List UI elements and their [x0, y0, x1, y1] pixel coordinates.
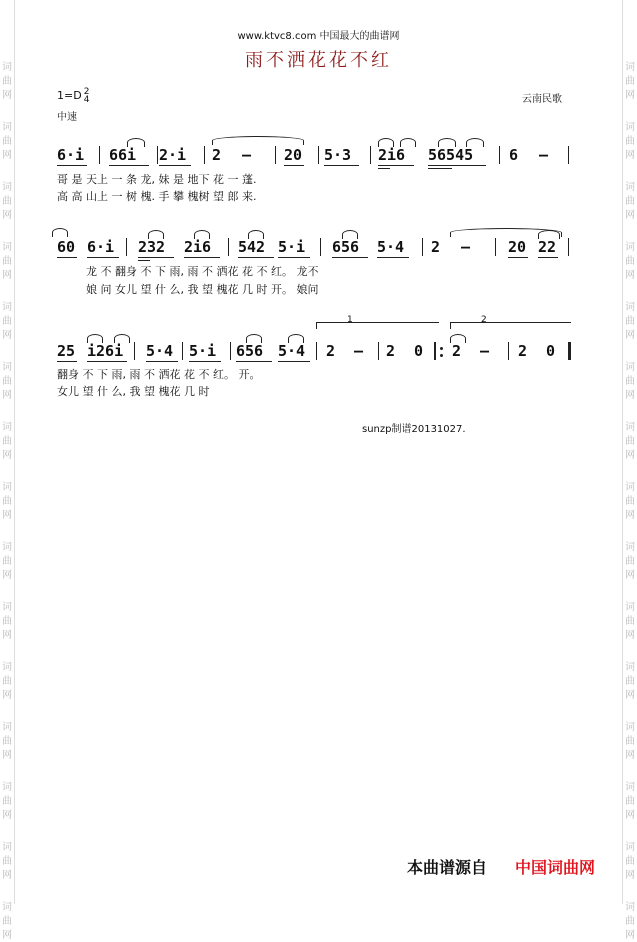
- watermark-char: 词: [625, 182, 635, 193]
- watermark-char: 网: [2, 90, 12, 101]
- lyrics-line-3-verse-2: 女儿 望 什 么, 我 望 槐花 几 时: [57, 385, 210, 398]
- underline: [508, 257, 528, 258]
- slur: [127, 138, 145, 147]
- watermark-char: 网: [625, 390, 635, 401]
- note: 56545: [428, 146, 474, 164]
- watermark-char: 曲: [2, 136, 12, 147]
- barline: [508, 342, 509, 360]
- watermark-char: 曲: [625, 436, 635, 447]
- key-label: 1=D: [57, 89, 82, 102]
- lyrics-line-1-verse-1: 哥 是 天上 一 条 龙, 妹 是 地下 花 一 蓬.: [57, 173, 257, 186]
- lyrics-line-2-verse-2: 娘 问 女儿 望 什 么, 我 望 槐花 几 时 开。 娘问: [86, 283, 319, 296]
- slur: [248, 230, 264, 239]
- watermark-char: 网: [625, 150, 635, 161]
- barline: [230, 342, 231, 360]
- underline: [538, 257, 558, 258]
- underline: [378, 165, 414, 166]
- watermark-char: 网: [625, 870, 635, 881]
- score-line-2: [52, 238, 572, 258]
- watermark-char: 曲: [625, 796, 635, 807]
- watermark-char: 网: [625, 90, 635, 101]
- slur: [288, 334, 304, 343]
- note: 656: [332, 238, 360, 256]
- watermark-char: 网: [2, 210, 12, 221]
- slur: [342, 230, 358, 239]
- note: 2: [518, 342, 528, 360]
- underline: [278, 257, 310, 258]
- watermark-char: 词: [625, 662, 635, 673]
- watermark-char: 网: [625, 810, 635, 821]
- underline: [278, 361, 310, 362]
- note: 2: [326, 342, 336, 360]
- volta-2: [450, 315, 571, 329]
- watermark-char: 曲: [2, 256, 12, 267]
- watermark-char: 网: [2, 390, 12, 401]
- barline: [275, 146, 276, 164]
- barline: [378, 342, 379, 360]
- watermark-char: 曲: [625, 76, 635, 87]
- note: 60: [57, 238, 76, 256]
- underline: [87, 361, 127, 362]
- note: 6·i: [57, 146, 85, 164]
- watermark-char: 曲: [2, 376, 12, 387]
- watermark-char: 曲: [625, 676, 635, 687]
- tie: [212, 136, 304, 145]
- underline: [428, 165, 486, 166]
- watermark-char: 词: [625, 902, 635, 913]
- watermark-char: 词: [625, 722, 635, 733]
- watermark-char: 曲: [625, 736, 635, 747]
- watermark-char: 词: [2, 182, 12, 193]
- note: 656: [236, 342, 264, 360]
- slur: [438, 138, 456, 147]
- note: 2: [431, 238, 441, 256]
- underline: [324, 165, 359, 166]
- underline: [284, 165, 304, 166]
- underline: [378, 168, 390, 169]
- underline: [57, 257, 77, 258]
- barline: [422, 238, 423, 256]
- underline: [377, 257, 409, 258]
- barline: [370, 146, 371, 164]
- watermark-char: 网: [625, 270, 635, 281]
- slur: [114, 334, 130, 343]
- watermark-char: 网: [2, 570, 12, 581]
- volta-1-label: 1: [347, 315, 353, 325]
- source-label: 本曲谱源自: [407, 858, 488, 877]
- note: 25: [57, 342, 76, 360]
- time-signature: [84, 88, 90, 104]
- watermark-char: 词: [625, 302, 635, 313]
- barline: [318, 146, 319, 164]
- note: –: [461, 238, 471, 256]
- site-header: www.ktvc8.com 中国最大的曲谱网: [237, 31, 400, 42]
- watermark-char: 曲: [625, 256, 635, 267]
- barline: [568, 238, 569, 256]
- watermark-char: 词: [2, 122, 12, 133]
- time-bottom: 4: [83, 95, 90, 105]
- watermark-char: 曲: [625, 856, 635, 867]
- note: 6: [509, 146, 519, 164]
- score-line-3: [52, 342, 572, 362]
- slur: [148, 230, 164, 239]
- note: 20: [284, 146, 303, 164]
- repeat-dot: [440, 347, 443, 350]
- barline: [126, 238, 127, 256]
- watermark-char: 网: [2, 810, 12, 821]
- watermark-char: 词: [2, 542, 12, 553]
- watermark-char: 曲: [2, 676, 12, 687]
- watermark-char: 词: [2, 842, 12, 853]
- underline: [159, 165, 191, 166]
- note: 2: [386, 342, 396, 360]
- note: 0: [546, 342, 556, 360]
- watermark-char: 词: [2, 782, 12, 793]
- watermark-char: 曲: [625, 496, 635, 507]
- underline: [87, 257, 119, 258]
- underline: [57, 361, 77, 362]
- underline: [189, 361, 221, 362]
- watermark-char: 词: [2, 62, 12, 73]
- note: 5·4: [146, 342, 174, 360]
- underline: [146, 361, 178, 362]
- note: 2i6: [184, 238, 212, 256]
- lyrics-line-1-verse-2: 高 高 山上 一 树 槐. 手 攀 槐树 望 郎 来.: [57, 190, 257, 203]
- watermark-char: 网: [2, 630, 12, 641]
- watermark-char: 网: [625, 330, 635, 341]
- note: 6·i: [87, 238, 115, 256]
- underline: [428, 168, 452, 169]
- watermark-char: 词: [2, 662, 12, 673]
- watermark-char: 曲: [2, 796, 12, 807]
- underline: [238, 257, 274, 258]
- barline: [157, 146, 158, 164]
- repeat-barline: [434, 342, 436, 360]
- watermark-char: 曲: [625, 136, 635, 147]
- watermark-char: 曲: [2, 436, 12, 447]
- watermark-char: 网: [625, 750, 635, 761]
- watermark-char: 网: [2, 450, 12, 461]
- watermark-char: 网: [2, 870, 12, 881]
- note: –: [354, 342, 364, 360]
- barline: [499, 146, 500, 164]
- watermark-char: 曲: [2, 916, 12, 927]
- barline: [568, 146, 569, 164]
- watermark-char: 词: [625, 122, 635, 133]
- watermark-char: 词: [625, 542, 635, 553]
- watermark-char: 曲: [625, 916, 635, 927]
- watermark-char: 网: [625, 450, 635, 461]
- final-barline: [568, 342, 571, 360]
- slur: [87, 334, 103, 343]
- watermark-char: 词: [625, 242, 635, 253]
- underline: [236, 361, 272, 362]
- watermark-char: 曲: [2, 616, 12, 627]
- watermark-char: 网: [2, 330, 12, 341]
- watermark-char: 词: [625, 362, 635, 373]
- note: 2·i: [159, 146, 187, 164]
- barline: [228, 238, 229, 256]
- watermark-char: 曲: [2, 76, 12, 87]
- watermark-char: 曲: [2, 496, 12, 507]
- barline: [316, 342, 317, 360]
- watermark-char: 网: [625, 690, 635, 701]
- watermark-char: 网: [625, 930, 635, 941]
- volta-1: [316, 315, 439, 329]
- time-top: 2: [83, 87, 90, 97]
- slur: [466, 138, 484, 147]
- watermark-char: 曲: [625, 376, 635, 387]
- watermark-char: 词: [2, 722, 12, 733]
- song-origin: 云南民歌: [522, 94, 562, 105]
- watermark-char: 词: [2, 422, 12, 433]
- underline: [138, 260, 150, 261]
- note: 5·i: [278, 238, 306, 256]
- barline: [134, 342, 135, 360]
- score-line-1: [52, 146, 572, 166]
- watermark-char: 词: [625, 422, 635, 433]
- watermark-char: 曲: [2, 856, 12, 867]
- watermark-char: 网: [625, 210, 635, 221]
- note: 2i6: [378, 146, 406, 164]
- watermark-char: 词: [2, 302, 12, 313]
- note: 5·i: [189, 342, 217, 360]
- note: 20: [508, 238, 527, 256]
- note: 22: [538, 238, 557, 256]
- watermark-char: 词: [625, 62, 635, 73]
- watermark-char: 词: [2, 902, 12, 913]
- watermark-char: 词: [625, 842, 635, 853]
- slur: [194, 230, 210, 239]
- left-watermark-strip: [0, 0, 15, 941]
- watermark-char: 曲: [2, 316, 12, 327]
- watermark-char: 曲: [2, 556, 12, 567]
- watermark-char: 网: [625, 510, 635, 521]
- lyrics-line-2-verse-1: 龙 不 翻身 不 下 雨, 雨 不 洒花 花 不 红。 龙不: [86, 265, 319, 278]
- note: 5·4: [278, 342, 306, 360]
- note: –: [242, 146, 252, 164]
- note: 5·3: [324, 146, 352, 164]
- watermark-char: 词: [2, 242, 12, 253]
- watermark-char: 网: [2, 690, 12, 701]
- watermark-char: 网: [2, 930, 12, 941]
- barline: [320, 238, 321, 256]
- watermark-char: 词: [625, 782, 635, 793]
- source-site-name: 中国词曲网: [515, 858, 596, 877]
- barline: [182, 342, 183, 360]
- tempo-marking: 中速: [57, 112, 77, 123]
- right-watermark-strip: [622, 0, 637, 941]
- note: –: [480, 342, 490, 360]
- watermark-char: 曲: [2, 736, 12, 747]
- note: 542: [238, 238, 266, 256]
- watermark-char: 词: [2, 602, 12, 613]
- tie: [52, 228, 68, 237]
- note: i26i: [87, 342, 124, 360]
- watermark-char: 词: [625, 602, 635, 613]
- barline: [495, 238, 496, 256]
- watermark-char: 词: [2, 362, 12, 373]
- slur: [538, 230, 560, 239]
- watermark-char: 曲: [625, 316, 635, 327]
- slur: [246, 334, 262, 343]
- underline: [138, 257, 174, 258]
- transcriber-credit: sunzp制谱20131027.: [362, 424, 466, 435]
- note: 2: [452, 342, 462, 360]
- note: –: [539, 146, 549, 164]
- underline: [184, 257, 220, 258]
- watermark-char: 网: [2, 750, 12, 761]
- note: 2: [212, 146, 222, 164]
- watermark-char: 曲: [2, 196, 12, 207]
- song-title: 雨不洒花花不红: [245, 50, 392, 71]
- watermark-char: 网: [625, 630, 635, 641]
- watermark-char: 曲: [625, 616, 635, 627]
- note: 232: [138, 238, 166, 256]
- lyrics-line-3-verse-1: 翻身 不 下 雨, 雨 不 洒花 花 不 红。 开。: [57, 368, 261, 381]
- watermark-char: 词: [2, 482, 12, 493]
- watermark-char: 网: [2, 150, 12, 161]
- watermark-char: 网: [2, 270, 12, 281]
- note: 0: [414, 342, 424, 360]
- slur: [450, 334, 466, 343]
- slur: [400, 138, 416, 147]
- note: 5·4: [377, 238, 405, 256]
- underline: [57, 165, 87, 166]
- watermark-char: 曲: [625, 556, 635, 567]
- barline: [204, 146, 205, 164]
- slur: [378, 138, 394, 147]
- barline: [99, 146, 100, 164]
- underline: [332, 257, 368, 258]
- repeat-dot: [440, 354, 443, 357]
- note: 66i: [109, 146, 137, 164]
- watermark-char: 曲: [625, 196, 635, 207]
- key-signature: [57, 88, 89, 104]
- watermark-char: 网: [2, 510, 12, 521]
- watermark-char: 词: [625, 482, 635, 493]
- underline: [109, 165, 149, 166]
- volta-2-label: 2: [481, 315, 487, 325]
- watermark-char: 网: [625, 570, 635, 581]
